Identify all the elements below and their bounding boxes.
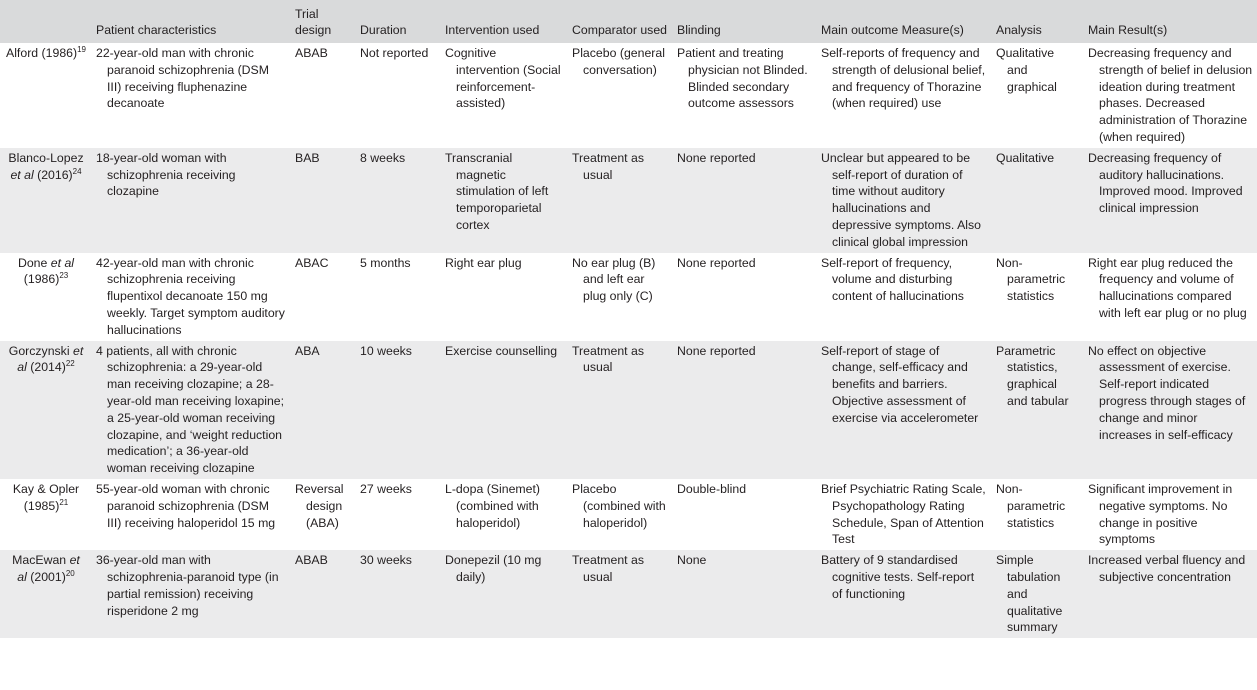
study-author: Alford bbox=[6, 46, 39, 60]
study-reference-number: 23 bbox=[59, 271, 69, 281]
cell-intervention: Exercise counselling bbox=[445, 343, 558, 358]
cell-outcome: Self-report of stage of change, self-efficacy and benefits and barriers. Objective assessment of exercise via accelerometer bbox=[821, 343, 979, 425]
study-year: (2014) bbox=[30, 360, 66, 375]
cell-analysis: Qualitative and graphical bbox=[996, 46, 1057, 94]
study-author: MacEwan bbox=[12, 553, 67, 568]
cell-outcome: Brief Psychiatric Rating Scale, Psychopathology Rating Schedule, Span of Attention Test bbox=[821, 481, 986, 547]
cell-result: Significant improvement in negative symptoms. No change in positive symptoms bbox=[1088, 481, 1233, 547]
study-year: (1986) bbox=[23, 272, 60, 287]
study-reference-number: 19 bbox=[77, 45, 86, 54]
cell-intervention: Transcranial magnetic stimulation of left temporoparietal cortex bbox=[445, 150, 549, 232]
cell-study bbox=[0, 253, 90, 341]
cell-design: ABAB bbox=[295, 46, 328, 60]
study-reference-number: 21 bbox=[59, 497, 69, 507]
study-author: Gorczynski bbox=[8, 343, 70, 358]
study-et-al: et al bbox=[50, 255, 75, 270]
cell-comparator: Treatment as usual bbox=[572, 150, 644, 182]
cell-study bbox=[0, 550, 90, 638]
table-row bbox=[0, 43, 1257, 148]
cell-design: Reversal design (ABA) bbox=[295, 481, 344, 530]
cell-patient: 22-year-old man with chronic paranoid schizophrenia (DSM III) receiving fluphenazine decanoate bbox=[96, 46, 269, 111]
cell-comparator: Treatment as usual bbox=[572, 553, 644, 584]
cell-analysis: Qualitative bbox=[996, 150, 1055, 165]
cell-blinding: Patient and treating physician not Blinded. Blinded secondary outcome assessors bbox=[677, 46, 808, 111]
cell-outcome: Self-reports of frequency and strength of delusional belief, and frequency of Thorazine (when required) use bbox=[821, 46, 986, 111]
cell-duration: 10 weeks bbox=[360, 343, 412, 358]
study-year: (2016) bbox=[37, 167, 73, 182]
cell-patient: 36-year-old man with schizophrenia-paranoid type (in partial remission) receiving risperidone 2 mg bbox=[96, 553, 279, 618]
cell-patient: 42-year-old man with chronic schizophrenia receiving flupentixol decanoate 150 mg weekly. Target symptom auditory hallucinations bbox=[96, 255, 285, 337]
study-et-al: et al bbox=[10, 167, 34, 182]
study-year: (2001) bbox=[30, 569, 66, 584]
table-row bbox=[0, 148, 1257, 253]
table-row bbox=[0, 253, 1257, 341]
cell-design: BAB bbox=[295, 150, 320, 165]
table-body bbox=[0, 43, 1257, 638]
cell-result: Increased verbal fluency and subjective concentration bbox=[1088, 553, 1246, 584]
cell-patient: 4 patients, all with chronic schizophrenia: a 29-year-old man receiving clozapine; a 28-year-old man receiving loxapine; a 25-year-old woman receiving clozapine, and ‘weight reduction medication’; a 36-year-old woman receiving clozapine bbox=[96, 343, 285, 476]
cell-intervention: Donepezil (10 mg daily) bbox=[445, 553, 542, 584]
cell-outcome: Battery of 9 standardised cognitive tests. Self-report of functioning bbox=[821, 553, 975, 601]
cell-patient: 55-year-old woman with chronic paranoid schizophrenia (DSM III) receiving haloperidol 15 mg bbox=[96, 481, 276, 530]
header-duration: Duration bbox=[360, 23, 407, 37]
cell-blinding: Double-blind bbox=[677, 481, 747, 496]
header-comparator: Comparator used bbox=[572, 23, 668, 37]
cell-design: ABAB bbox=[295, 553, 328, 568]
cell-study bbox=[0, 479, 90, 550]
cell-comparator: No ear plug (B) and left ear plug only (C) bbox=[572, 255, 656, 304]
cell-comparator: Placebo (combined with haloperidol) bbox=[572, 481, 666, 530]
cell-analysis: Parametric statistics, graphical and tabular bbox=[996, 343, 1069, 408]
header-study bbox=[0, 0, 90, 43]
study-author: Blanco-Lopez bbox=[8, 150, 84, 165]
cell-result: Right ear plug reduced the frequency and volume of hallucinations compared with left ear plug or no plug bbox=[1088, 255, 1247, 320]
header-row bbox=[0, 0, 1257, 43]
cell-result: No effect on objective assessment of exercise. Self-report indicated progress through stages of change and minor increases in self-efficacy bbox=[1088, 343, 1246, 442]
cell-outcome: Self-report of frequency, volume and disturbing content of hallucinations bbox=[821, 255, 964, 304]
table-row bbox=[0, 550, 1257, 638]
cell-study bbox=[0, 43, 90, 148]
cell-duration: Not reported bbox=[360, 46, 429, 60]
table-row bbox=[0, 341, 1257, 479]
cell-study bbox=[0, 148, 90, 253]
cell-blinding: None reported bbox=[677, 150, 756, 165]
header-analysis: Analysis bbox=[996, 23, 1042, 37]
cell-duration: 5 months bbox=[360, 255, 411, 270]
cell-analysis: Simple tabulation and qualitative summary bbox=[996, 553, 1063, 635]
study-author: Done bbox=[17, 255, 48, 270]
study-et-al: et al bbox=[17, 553, 80, 584]
cell-duration: 30 weeks bbox=[360, 553, 412, 568]
cell-comparator: Placebo (general conversation) bbox=[572, 46, 665, 77]
cell-intervention: Right ear plug bbox=[445, 255, 522, 270]
cell-blinding: None reported bbox=[677, 343, 756, 358]
header-design: Trial design bbox=[295, 7, 332, 37]
header-patient: Patient characteristics bbox=[96, 23, 217, 37]
study-reference-number: 22 bbox=[65, 359, 75, 369]
cell-blinding: None reported bbox=[677, 255, 756, 270]
cell-patient: 18-year-old woman with schizophrenia receiving clozapine bbox=[96, 150, 236, 199]
cell-result: Decreasing frequency of auditory hallucinations. Improved mood. Improved clinical impression bbox=[1088, 150, 1243, 216]
study-author: Kay & Opler bbox=[12, 481, 80, 496]
header-outcome: Main outcome Measure(s) bbox=[821, 23, 964, 37]
cell-intervention: Cognitive intervention (Social reinforcement-assisted) bbox=[445, 46, 561, 111]
cell-analysis: Non-parametric statistics bbox=[996, 255, 1066, 304]
cell-duration: 27 weeks bbox=[360, 481, 412, 496]
cell-design: ABA bbox=[295, 343, 320, 358]
cell-design: ABAC bbox=[295, 255, 329, 270]
study-year: (1985) bbox=[23, 498, 60, 513]
cell-analysis: Non-parametric statistics bbox=[996, 481, 1066, 530]
cell-intervention: L-dopa (Sinemet) (combined with haloperidol) bbox=[445, 481, 541, 530]
cell-study bbox=[0, 341, 90, 479]
header-result: Main Result(s) bbox=[1088, 23, 1168, 37]
cell-outcome: Unclear but appeared to be self-report of duration of time without auditory hallucinations and depressive symptoms. Also clinical global impression bbox=[821, 150, 981, 249]
cell-duration: 8 weeks bbox=[360, 150, 406, 165]
study-reference-number: 24 bbox=[72, 166, 82, 176]
study-et-al: et al bbox=[17, 343, 84, 375]
cell-comparator: Treatment as usual bbox=[572, 343, 644, 375]
cell-result: Decreasing frequency and strength of belief in delusion ideation during treatment phases. Decreased administration of Thorazine (when required) bbox=[1088, 46, 1253, 144]
cell-blinding: None bbox=[677, 553, 707, 568]
header-intervention: Intervention used bbox=[445, 23, 540, 37]
table-row bbox=[0, 479, 1257, 550]
study-year: (1986) bbox=[41, 46, 78, 60]
study-reference-number: 20 bbox=[65, 568, 75, 578]
header-blinding: Blinding bbox=[677, 23, 721, 37]
